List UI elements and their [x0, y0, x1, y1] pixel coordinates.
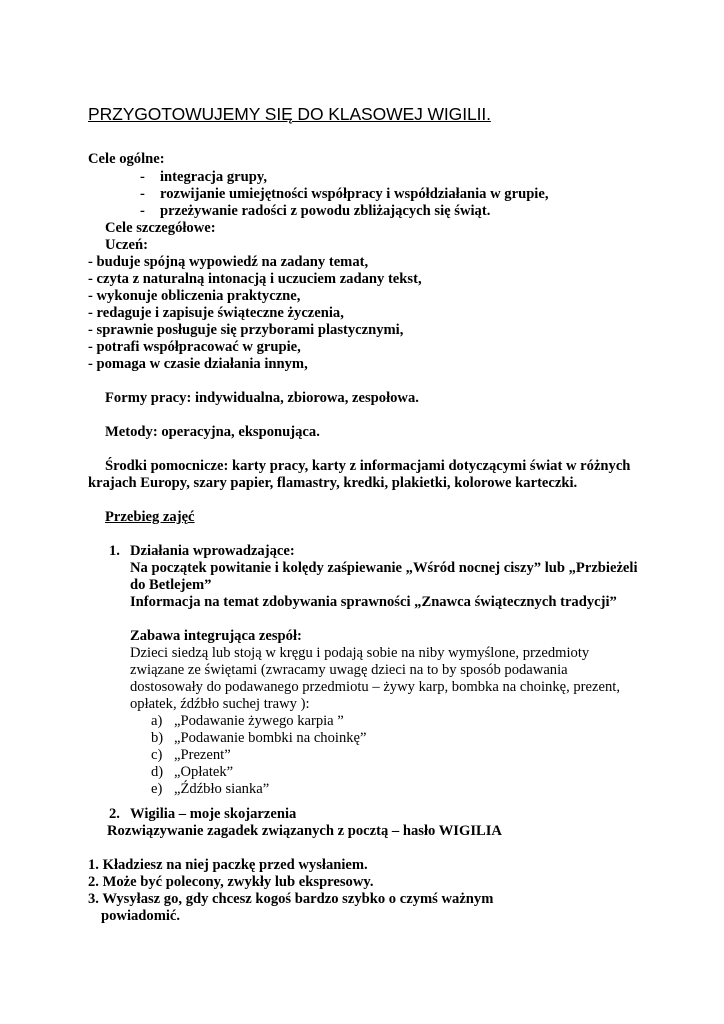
specific-goal-item: - wykonuje obliczenia praktyczne, — [88, 288, 301, 304]
course-heading: Przebieg zajęć — [105, 509, 195, 525]
riddle-item: 3. Wysyłasz go, gdy chcesz kogoś bardzo szybko o czymś ważnym — [88, 891, 494, 907]
list-item: „Podawanie bombki na choinkę” — [174, 730, 367, 746]
list-item: „Opłatek” — [174, 764, 234, 780]
section-heading: Działania wprowadzające: — [130, 543, 295, 559]
list-marker: d) — [151, 764, 164, 780]
game-text: związane ze świętami (zwracamy uwagę dzieci na to by sposób podawania — [130, 662, 568, 678]
specific-goal-item: - redaguje i zapisuje świąteczne życzenia, — [88, 305, 344, 321]
game-text: dostosowały do podawanego przedmiotu – żywy karp, bombka na choinkę, prezent, — [130, 679, 620, 695]
general-goal-item: przeżywanie radości z powodu zbliżających się świąt. — [160, 203, 491, 219]
list-item: „Źdźbło sianka” — [174, 781, 270, 797]
teaching-aids-line: krajach Europy, szary papier, flamastry, kredki, plakietki, kolorowe karteczki. — [88, 475, 578, 491]
methods: Metody: operacyjna, eksponująca. — [105, 424, 320, 440]
section-text: do Betlejem” — [130, 577, 212, 593]
list-item: „Prezent” — [174, 747, 231, 763]
specific-goal-item: - czyta z naturalną intonacją i uczuciem zadany tekst, — [88, 271, 422, 287]
teaching-aids-line: Środki pomocnicze: karty pracy, karty z informacjami dotyczącymi świat w różnych — [105, 458, 631, 474]
riddle-item: 1. Kładziesz na niej paczkę przed wysłaniem. — [88, 857, 368, 873]
game-text: Dzieci siedzą lub stoją w kręgu i podają sobie na niby wymyślone, przedmioty — [130, 645, 590, 661]
general-goal-bullet: - — [140, 203, 145, 219]
specific-goal-item: - pomaga w czasie działania innym, — [88, 356, 308, 372]
list-marker: c) — [151, 747, 163, 763]
game-heading: Zabawa integrująca zespół: — [130, 628, 302, 644]
general-goal-bullet: - — [140, 186, 145, 202]
specific-goal-item: - potrafi współpracować w grupie, — [88, 339, 301, 355]
section-text: Informacja na temat zdobywania sprawności „Znawca świątecznych tradycji” — [130, 594, 617, 610]
student-label: Uczeń: — [105, 237, 148, 253]
section-text: Na początek powitanie i kolędy zaśpiewanie „Wśród nocnej ciszy” lub „Przbieżeli — [130, 560, 638, 576]
list-marker: a) — [151, 713, 163, 729]
list-marker: e) — [151, 781, 163, 797]
specific-goal-item: - buduje spójną wypowiedź na zadany temat, — [88, 254, 369, 270]
page-title: PRZYGOTOWUJEMY SIĘ DO KLASOWEJ WIGILII. — [88, 104, 491, 124]
riddle-item: powiadomić. — [101, 908, 181, 924]
section-number: 2. — [109, 806, 120, 822]
game-text: opłatek, źdźbło suchej trawy ): — [130, 696, 310, 712]
list-marker: b) — [151, 730, 164, 746]
section-text: Rozwiązywanie zagadek związanych z pocztą – hasło WIGILIA — [107, 823, 502, 839]
work-forms: Formy pracy: indywidualna, zbiorowa, zespołowa. — [105, 390, 419, 406]
general-goal-bullet: - — [140, 169, 145, 185]
general-goals-heading: Cele ogólne: — [88, 151, 165, 167]
riddle-item: 2. Może być polecony, zwykły lub ekspresowy. — [88, 874, 374, 890]
specific-goals-heading: Cele szczegółowe: — [105, 220, 216, 236]
general-goal-item: integracja grupy, — [160, 169, 268, 185]
general-goal-item: rozwijanie umiejętności współpracy i współdziałania w grupie, — [160, 186, 549, 202]
list-item: „Podawanie żywego karpia ” — [174, 713, 344, 729]
section-number: 1. — [109, 543, 120, 559]
specific-goal-item: - sprawnie posługuje się przyborami plastycznymi, — [88, 322, 404, 338]
section-heading: Wigilia – moje skojarzenia — [130, 806, 297, 822]
